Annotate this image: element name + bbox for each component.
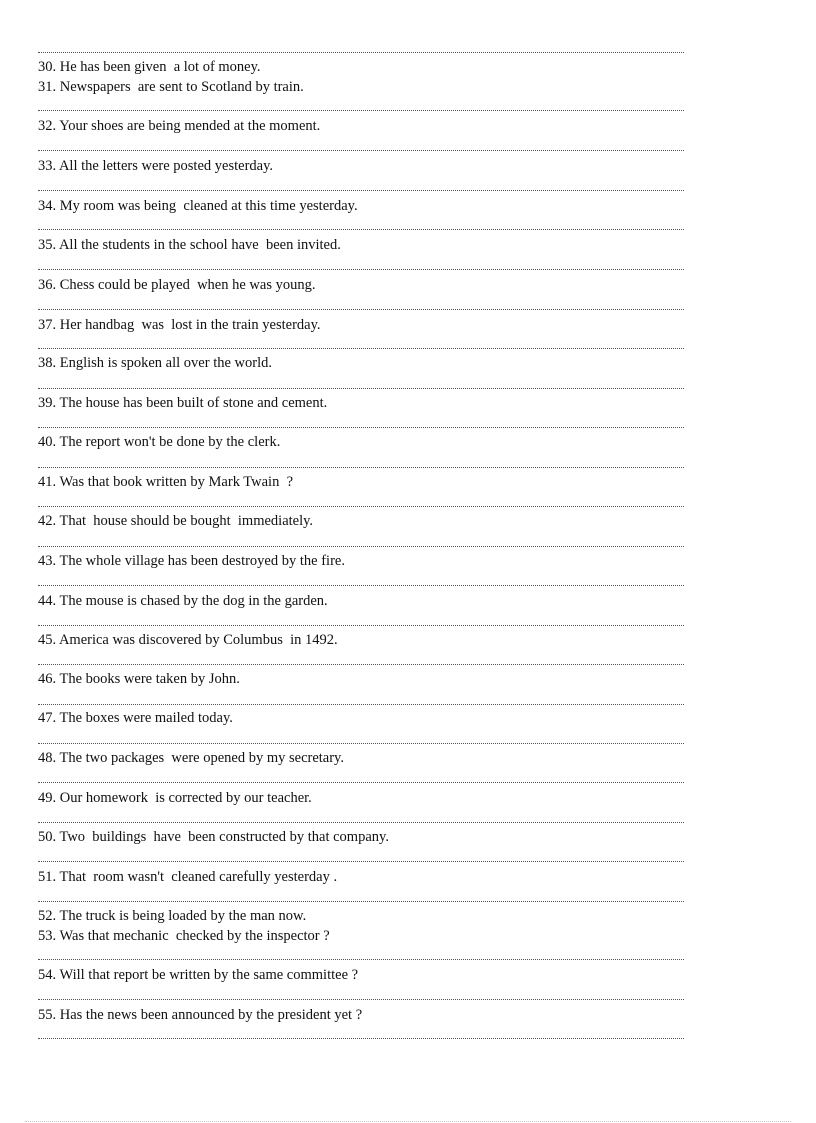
question-36: 36. Chess could be played when he was young. [38,277,316,293]
question-50: 50. Two buildings have been constructed by that company. [38,829,389,845]
question-37: 37. Her handbag was lost in the train yesterday. [38,317,321,333]
question-38: 38. English is spoken all over the world. [38,355,272,371]
answer-line [38,150,684,151]
answer-line [38,782,684,783]
question-44: 44. The mouse is chased by the dog in the garden. [38,593,328,609]
answer-line [38,467,684,468]
answer-line [38,664,684,665]
answer-line [38,743,684,744]
question-34: 34. My room was being cleaned at this time yesterday. [38,198,358,214]
worksheet [38,0,684,1123]
answer-line [38,546,684,547]
question-54: 54. Will that report be written by the same committee ? [38,967,359,983]
answer-line [38,704,684,705]
question-33: 33. All the letters were posted yesterday. [38,158,274,174]
question-52: 52. The truck is being loaded by the man now. [38,908,307,924]
answer-line [38,388,684,389]
question-45: 45. America was discovered by Columbus in 1492. [38,632,338,648]
answer-line [38,999,684,1000]
question-30: 30. He has been given a lot of money. [38,59,261,75]
question-51: 51. That room wasn't cleaned carefully yesterday . [38,869,338,885]
answer-line [38,269,684,270]
answer-line [38,959,684,960]
answer-line [38,822,684,823]
answer-line [38,229,684,230]
answer-line [38,585,684,586]
question-55: 55. Has the news been announced by the president yet ? [38,1007,363,1023]
question-31: 31. Newspapers are sent to Scotland by train. [38,79,304,95]
question-47: 47. The boxes were mailed today. [38,710,233,726]
answer-line [38,625,684,626]
question-39: 39. The house has been built of stone and cement. [38,395,328,411]
answer-line [38,427,684,428]
answer-line [38,110,684,111]
answer-line [38,190,684,191]
answer-line [38,901,684,902]
question-53: 53. Was that mechanic checked by the inspector ? [38,928,330,944]
question-43: 43. The whole village has been destroyed by the fire. [38,553,345,569]
page-bottom-rule [25,1121,791,1122]
answer-line [38,348,684,349]
question-42: 42. That house should be bought immediately. [38,513,314,529]
question-40: 40. The report won't be done by the clerk. [38,434,281,450]
question-35: 35. All the students in the school have been invited. [38,237,341,253]
answer-line [38,861,684,862]
question-49: 49. Our homework is corrected by our teacher. [38,790,312,806]
question-46: 46. The books were taken by John. [38,671,240,687]
question-41: 41. Was that book written by Mark Twain ? [38,474,294,490]
answer-line [38,506,684,507]
answer-line [38,309,684,310]
answer-line [38,1038,684,1039]
question-48: 48. The two packages were opened by my secretary. [38,750,344,766]
answer-line [38,52,684,53]
question-32: 32. Your shoes are being mended at the moment. [38,118,321,134]
